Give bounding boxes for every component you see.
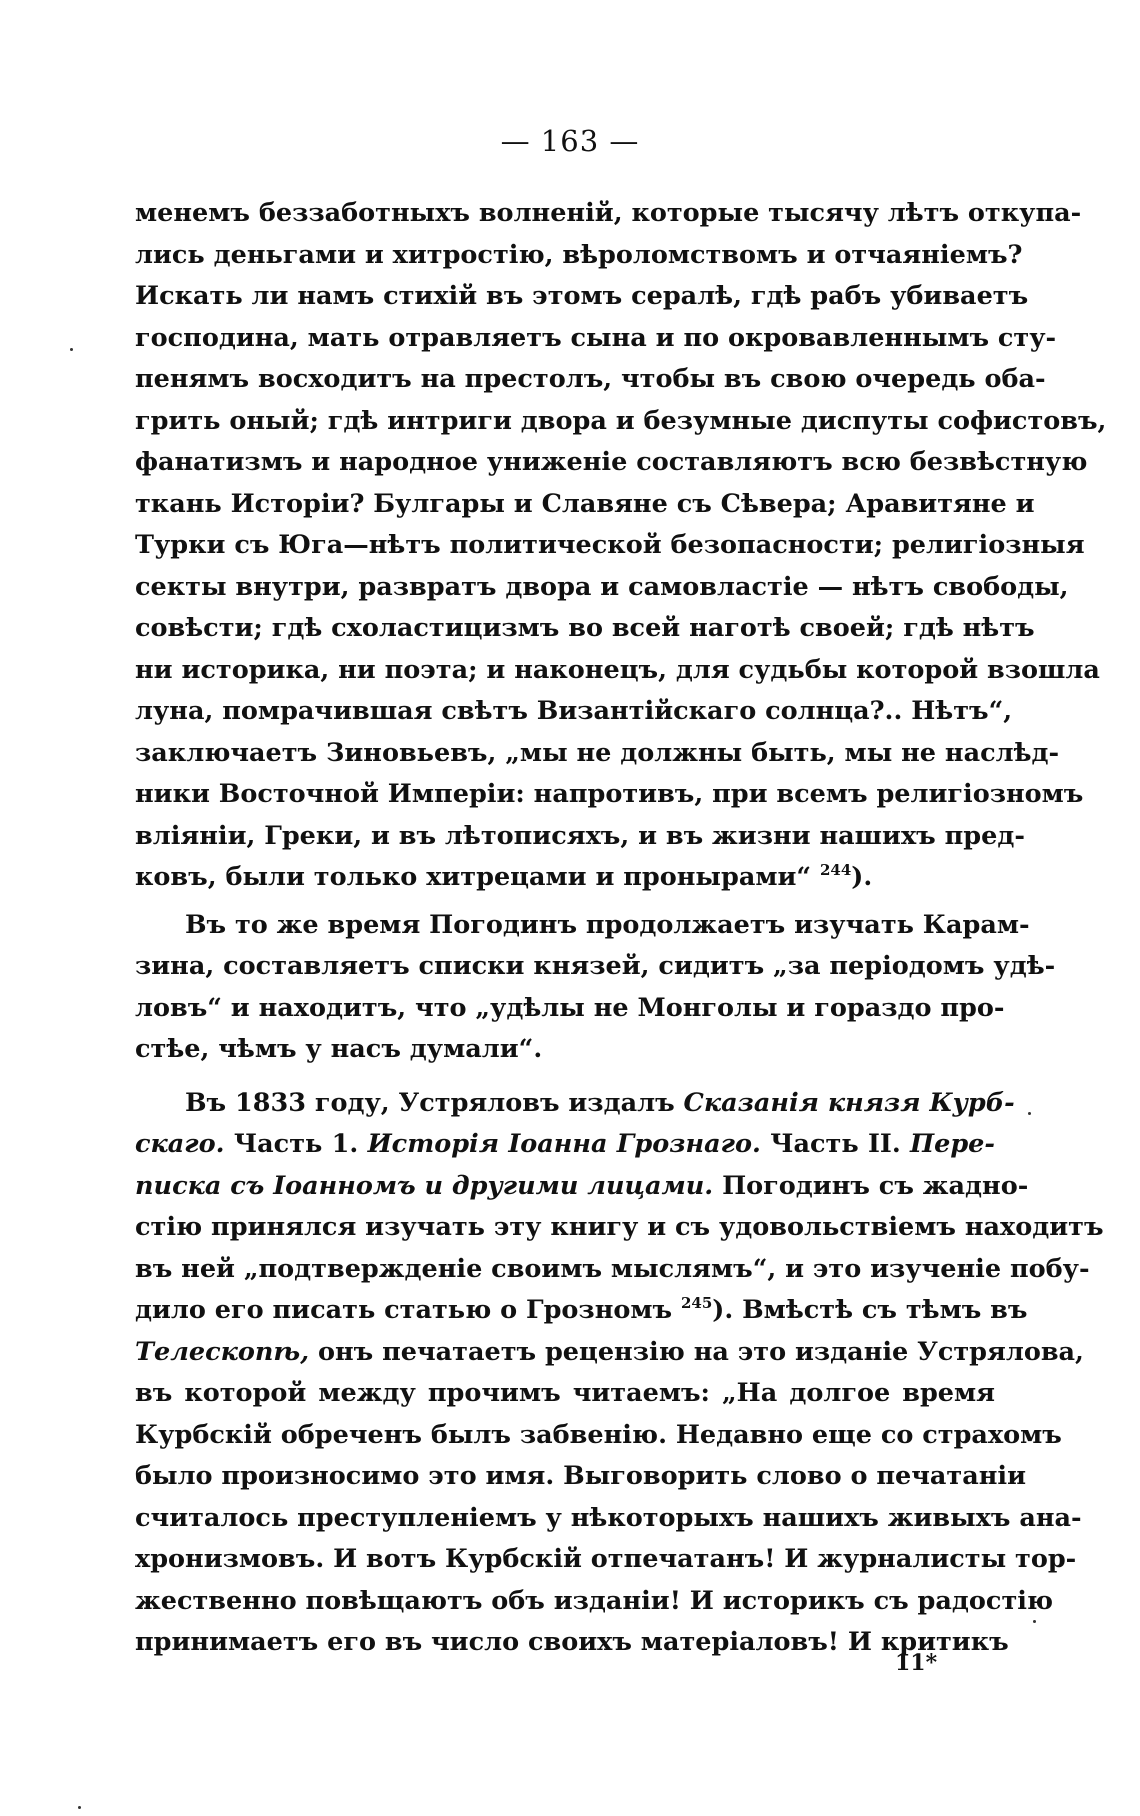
text-line: пенямъ восходитъ на престолъ, чтобы въ свою очередь оба- bbox=[135, 364, 1046, 394]
text-line bbox=[135, 1332, 1084, 1374]
footnote-marker-245: 245 bbox=[680, 1294, 713, 1312]
text-line: ловъ“ и находитъ, что „удѣлы не Монголы и гораздо про- bbox=[135, 992, 1005, 1023]
scan-speck bbox=[70, 348, 73, 351]
text-line: Въ то же время Погодинъ продолжаетъ изучать Карам- bbox=[185, 909, 1030, 940]
signature-mark: 11* bbox=[895, 1650, 938, 1676]
text-line: въ которой между прочимъ читаемъ: „На долгое время bbox=[135, 1378, 995, 1408]
text-fragment: Погодинъ съ жадно- bbox=[722, 1170, 1029, 1201]
text-line: хронизмовъ. И вотъ Курбскій отпечатанъ! И журналисты тор- bbox=[135, 1544, 1077, 1574]
text-line: жественно повѣщаютъ объ изданіи! И историкъ съ радостію bbox=[135, 1585, 1054, 1616]
text-line: менемъ беззаботныхъ волненій, которые тысячу лѣтъ откупа- bbox=[135, 198, 1082, 228]
scan-speck bbox=[1033, 1620, 1036, 1623]
text-line bbox=[135, 1290, 1028, 1332]
text-line: грить оный; гдѣ интриги двора и безумные диспуты софистовъ, bbox=[135, 405, 1107, 436]
body-text bbox=[135, 193, 1107, 1664]
text-fragment: ). Вмѣстѣ съ тѣмъ въ bbox=[712, 1295, 1028, 1325]
text-line: ткань Исторіи? Булгары и Славяне съ Сѣвера; Аравитяне и bbox=[135, 488, 1035, 519]
italic-title: Исторія Іоанна Грознаго. bbox=[367, 1129, 761, 1159]
text-line: луна, помрачившая свѣтъ Византійскаго солнца?.. Нѣтъ“, bbox=[135, 696, 1013, 726]
italic-title: Пере- bbox=[910, 1129, 995, 1159]
scan-speck bbox=[1028, 1112, 1031, 1115]
text-fragment: онъ печатаетъ рецензію на это изданіе Устрялова, bbox=[317, 1336, 1084, 1367]
text-line: было произносимо это имя. Выговорить слово о печатаніи bbox=[135, 1461, 1027, 1491]
text-fragment: Часть II. bbox=[770, 1129, 901, 1159]
scan-speck bbox=[78, 1806, 81, 1809]
text-line: Искать ли намъ стихій въ этомъ сералѣ, гдѣ рабъ убиваетъ bbox=[135, 281, 1029, 311]
footnote-marker-244: 244 bbox=[819, 861, 852, 879]
text-line bbox=[135, 1083, 1015, 1125]
italic-title: писка съ Іоанномъ и другими лицами. bbox=[135, 1170, 714, 1201]
text-line bbox=[135, 1166, 1029, 1208]
text-line: принимаетъ его въ число своихъ матеріаловъ! И критикъ bbox=[135, 1627, 1009, 1657]
footnote-close: ). bbox=[851, 862, 873, 892]
text-line bbox=[135, 857, 995, 899]
text-line: стію принялся изучать эту книгу и съ удовольствіемъ находитъ bbox=[135, 1212, 1104, 1242]
text-line: совѣсти; гдѣ схоластицизмъ во всей наготѣ своей; гдѣ нѣтъ bbox=[135, 613, 1035, 643]
italic-title: Телескопѣ, bbox=[135, 1336, 310, 1367]
text-line: ники Восточной Имперіи: напротивъ, при всемъ религіозномъ bbox=[135, 779, 1084, 809]
italic-title: скаго. bbox=[135, 1129, 225, 1159]
italic-title: Сказанія князя Курб- bbox=[683, 1087, 1015, 1118]
text-line: въ ней „подтвержденіе своимъ мыслямъ“, и это изученіе побу- bbox=[135, 1253, 1090, 1284]
text-line: стѣе, чѣмъ у насъ думали“. bbox=[135, 1034, 543, 1064]
text-line: заключаетъ Зиновьевъ, „мы не должны быть, мы не наслѣд- bbox=[135, 737, 1060, 768]
text-fragment: ковъ, были только хитрецами и пронырами“ bbox=[135, 862, 812, 892]
text-line: Турки съ Юга—нѣтъ политической безопасности; религіозныя bbox=[135, 530, 1085, 560]
page-number: — 163 — bbox=[500, 124, 640, 158]
text-line bbox=[135, 1124, 995, 1166]
text-line: лись деньгами и хитростію, вѣроломствомъ и отчаяніемъ? bbox=[135, 239, 1023, 270]
text-line: ни историка, ни поэта; и наконецъ, для судьбы которой взошла bbox=[135, 654, 1100, 685]
text-line: фанатизмъ и народное униженіе составляютъ всю безвѣстную bbox=[135, 447, 1088, 477]
text-fragment: Часть 1. bbox=[233, 1129, 359, 1159]
text-line: вліяніи, Греки, и въ лѣтописяхъ, и въ жизни нашихъ пред- bbox=[135, 820, 1025, 851]
text-fragment: дило его писать статью о Грозномъ bbox=[135, 1295, 673, 1325]
text-line: секты внутри, развратъ двора и самовластіе — нѣтъ свободы, bbox=[135, 571, 1069, 602]
text-line: господина, мать отравляетъ сына и по окровавленнымъ сту- bbox=[135, 322, 1057, 353]
text-line: зина, составляетъ списки князей, сидитъ „за періодомъ удѣ- bbox=[135, 951, 1056, 981]
text-fragment: Въ 1833 году, Устряловъ издалъ bbox=[185, 1087, 675, 1118]
text-line: Курбскій обреченъ былъ забвенію. Недавно еще со страхомъ bbox=[135, 1419, 1062, 1450]
text-line: считалось преступленіемъ у нѣкоторыхъ нашихъ живыхъ ана- bbox=[135, 1502, 1082, 1533]
